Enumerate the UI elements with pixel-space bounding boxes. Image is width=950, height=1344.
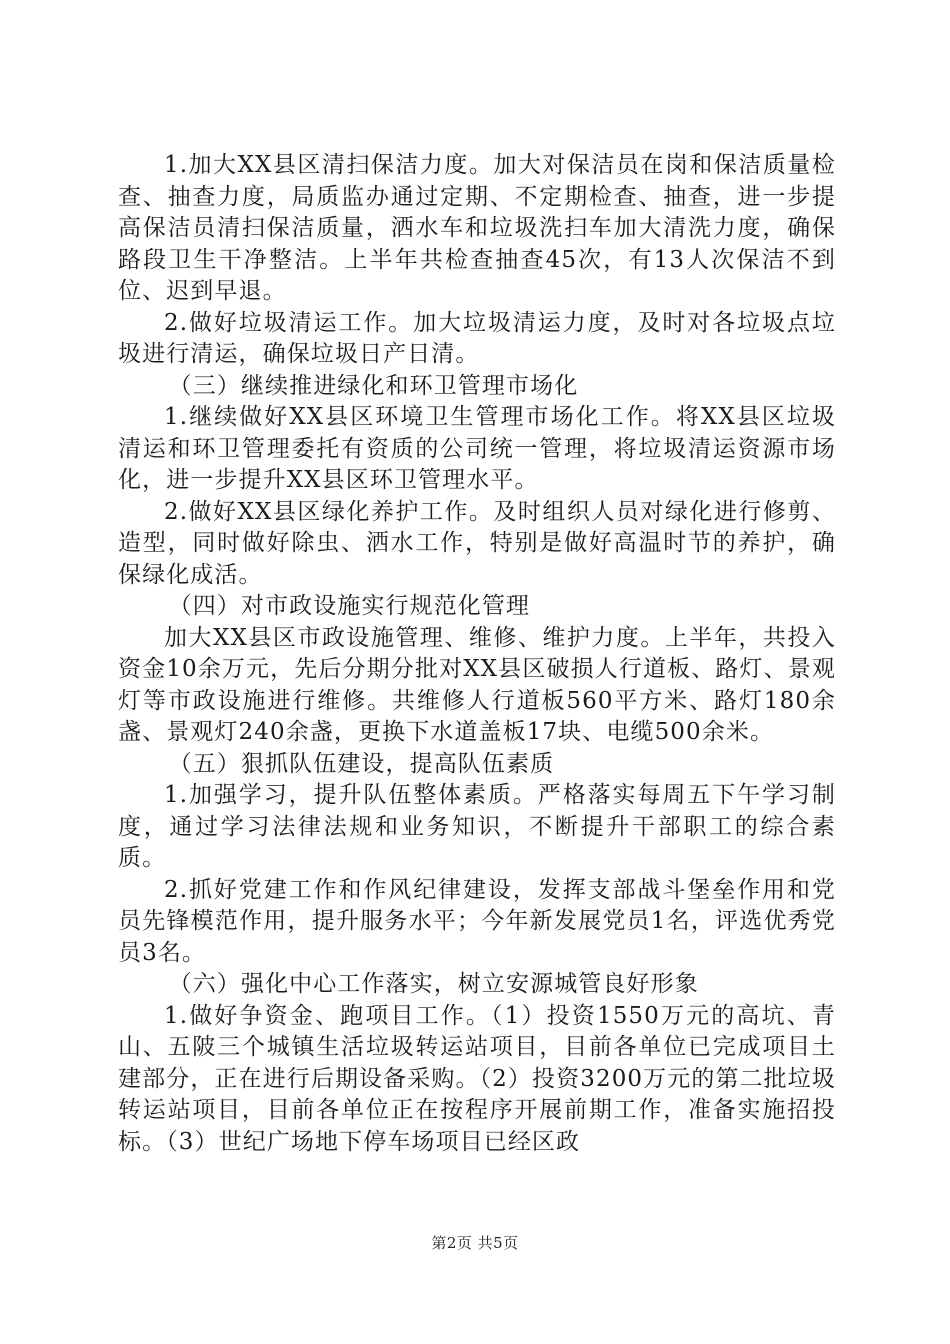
paragraph-cleaning: 1.加大XX县区清扫保洁力度。加大对保洁员在岗和保洁质量检查、抽查力度，局质监办通过定期、不定期检查、抽查，进一步提高保洁员清扫保洁质量，洒水车和垃圾洗扫车加大清洗力度，确保路段卫生干净整洁。上半年共检查抽查45次，有13人次保洁不到位、迟到早退。 xyxy=(118,152,836,304)
paragraph-study: 1.加强学习，提升队伍整体素质。严格落实每周五下午学习制度，通过学习法律法规和业务知识，不断提升干部职工的综合素质。 xyxy=(118,782,836,871)
document-body xyxy=(118,150,836,1158)
section-heading-6: （六）强化中心工作落实，树立安源城管良好形象 xyxy=(168,971,699,997)
page-number-footer: 第2页 共5页 xyxy=(431,1234,519,1252)
paragraph-projects: 1.做好争资金、跑项目工作。（1）投资1550万元的高坑、青山、五陂三个城镇生活垃圾转运站项目，目前各单位已完成项目土建部分，正在进行后期设备采购。（2）投资3200万元的第二批垃圾转运站项目，目前各单位正在按程序开展前期工作，准备实施招投标。（3）世纪广场地下停车场项目已经区政 xyxy=(118,1002,836,1155)
paragraph-greening: 2.做好XX县区绿化养护工作。及时组织人员对绿化进行修剪、造型，同时做好除虫、洒水工作，特别是做好高温时节的养护，确保绿化成活。 xyxy=(118,498,836,588)
section-heading-4: （四）对市政设施实行规范化管理 xyxy=(168,593,531,619)
paragraph-party-building: 2.抓好党建工作和作风纪律建设，发挥支部战斗堡垒作用和党员先锋模范作用，提升服务水平；今年新发展党员1名，评选优秀党员3名。 xyxy=(118,876,836,966)
paragraph-garbage-removal: 2.做好垃圾清运工作。加大垃圾清运力度，及时对各垃圾点垃圾进行清运，确保垃圾日产日清。 xyxy=(118,309,836,367)
paragraph-municipal-facilities: 加大XX县区市政设施管理、维修、维护力度。上半年，共投入资金10余万元，先后分期分批对XX县区破损人行道板、路灯、景观灯等市政设施进行维修。共维修人行道板560平方米、路灯180余盏、景观灯240余盏，更换下水道盖板17块、电缆500余米。 xyxy=(118,624,836,745)
section-heading-3: （三）继续推进绿化和环卫管理市场化 xyxy=(168,372,579,399)
paragraph-marketization: 1.继续做好XX县区环境卫生管理市场化工作。将XX县区垃圾清运和环卫管理委托有资质的公司统一管理，将垃圾清运资源市场化，进一步提升XX县区环卫管理水平。 xyxy=(118,404,836,493)
section-heading-5: （五）狠抓队伍建设，提高队伍素质 xyxy=(168,750,555,777)
